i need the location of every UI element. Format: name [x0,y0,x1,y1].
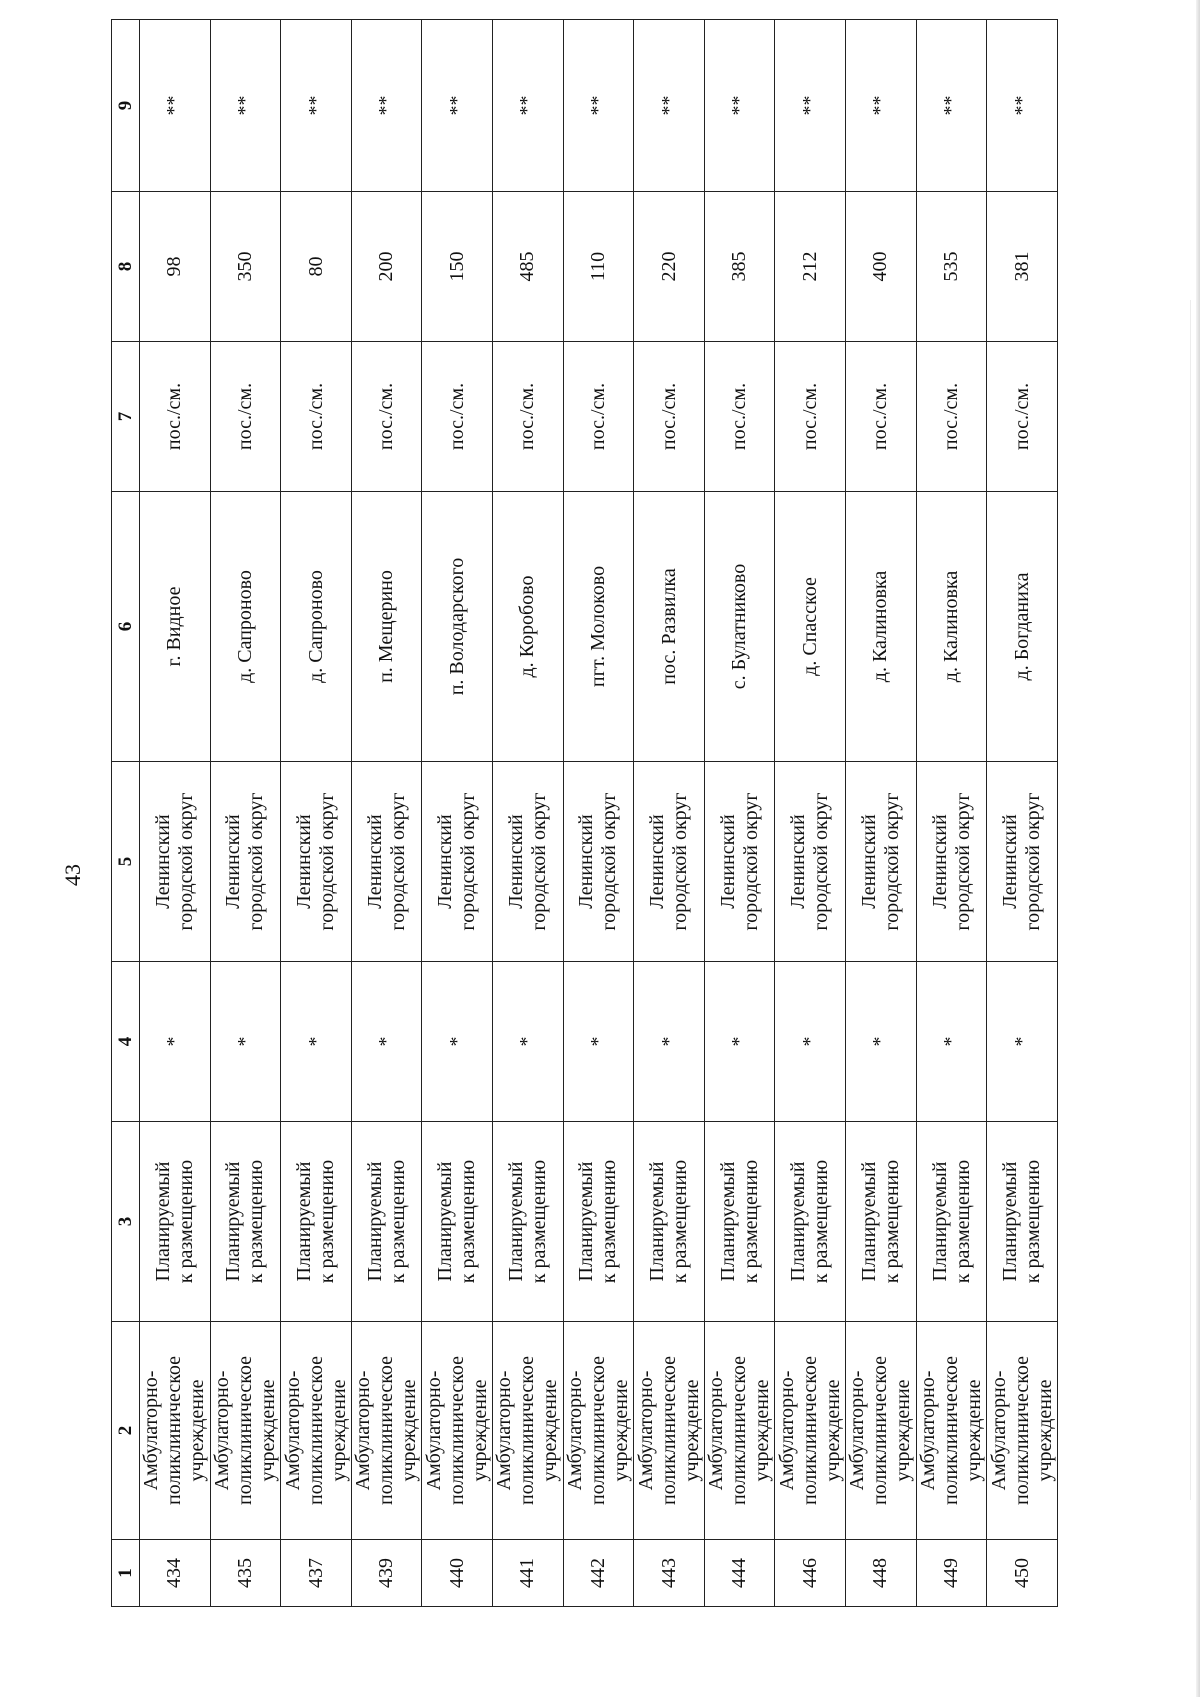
district-cell-line: городской округ [527,792,550,931]
district-cell-line: городской округ [457,792,480,931]
status-cell-line: к размещению [810,1159,833,1284]
facilities-table [111,19,1058,1607]
place-cell: г. Видное [140,492,211,762]
unit-cell: пос./см. [493,342,564,492]
status-cell-line: Планируемый [999,1161,1022,1282]
facility-type-cell-line: поликлиническое [657,1355,680,1506]
row-number-cell: 443 [634,1540,705,1607]
col9-cell: ** [987,20,1058,192]
place-cell: д. Богданиха [987,492,1058,762]
page-number: 43 [60,864,85,886]
status-cell-line: к размещению [669,1159,692,1284]
column-header: 8 [112,192,140,342]
district-cell-line: Ленинский [716,814,739,909]
row-number-cell: 437 [281,1540,352,1607]
status-cell [563,1122,634,1322]
col9-cell: ** [634,20,705,192]
district-cell [493,762,564,962]
facility-type-cell-line: учреждение [186,1379,209,1482]
district-cell-line: Ленинский [646,814,669,909]
column-header: 3 [112,1122,140,1322]
status-cell-line: к размещению [174,1159,197,1284]
district-cell [422,762,493,962]
column-header: 1 [112,1540,140,1607]
row-number-cell: 441 [493,1540,564,1607]
status-cell-line: Планируемый [293,1161,316,1282]
facility-type-cell-line: поликлиническое [1010,1355,1033,1506]
row-number-cell: 434 [140,1540,211,1607]
col4-cell: * [281,962,352,1122]
capacity-cell: 150 [422,192,493,342]
scan-artifact-line [1190,300,1191,1500]
facility-type-cell-line: поликлиническое [304,1355,327,1506]
row-number-cell: 448 [846,1540,917,1607]
facility-type-cell-line: Амбулаторно- [422,1370,445,1491]
status-cell [210,1122,281,1322]
status-cell-line: к размещению [316,1159,339,1284]
table-row [846,20,917,1607]
col4-cell: * [634,962,705,1122]
facility-type-cell [634,1322,705,1540]
status-cell [422,1122,493,1322]
facility-type-cell-line: Амбулаторно- [210,1370,233,1491]
district-cell-line: городской округ [880,792,903,931]
district-cell-line: городской округ [1022,792,1045,931]
unit-cell: пос./см. [140,342,211,492]
header-row [112,20,140,1607]
status-cell-line: к размещению [457,1159,480,1284]
district-cell [140,762,211,962]
facility-type-cell-line: поликлиническое [375,1355,398,1506]
facility-type-cell [422,1322,493,1540]
column-header: 6 [112,492,140,762]
status-cell-line: Планируемый [857,1161,880,1282]
facility-type-cell-line: Амбулаторно- [140,1370,163,1491]
col4-cell: * [775,962,846,1122]
scan-edge-shadow [1196,0,1200,1697]
facility-type-cell-line: учреждение [609,1379,632,1482]
district-cell-line: городской округ [316,792,339,931]
district-cell [210,762,281,962]
facility-type-cell [916,1322,987,1540]
status-cell-line: к размещению [739,1159,762,1284]
facility-type-cell-line: Амбулаторно- [705,1370,728,1491]
col9-cell: ** [563,20,634,192]
district-cell-line: Ленинский [504,814,527,909]
col9-cell: ** [281,20,352,192]
col4-cell: * [140,962,211,1122]
facility-type-cell [563,1322,634,1540]
status-cell-line: Планируемый [575,1161,598,1282]
district-cell-line: городской округ [810,792,833,931]
status-cell-line: к размещению [598,1159,621,1284]
district-cell [634,762,705,962]
table-row [634,20,705,1607]
status-cell-line: к размещению [951,1159,974,1284]
col4-cell: * [916,962,987,1122]
facility-type-cell-line: учреждение [398,1379,421,1482]
capacity-cell: 80 [281,192,352,342]
facility-type-cell-line: поликлиническое [798,1355,821,1506]
capacity-cell: 535 [916,192,987,342]
facility-type-cell-line: поликлиническое [869,1355,892,1506]
status-cell [775,1122,846,1322]
table-row [210,20,281,1607]
col9-cell: ** [846,20,917,192]
district-cell [563,762,634,962]
capacity-cell: 200 [351,192,422,342]
col9-cell: ** [351,20,422,192]
facility-type-cell-line: поликлиническое [233,1355,256,1506]
place-cell: д. Сапроново [210,492,281,762]
district-cell-line: городской округ [739,792,762,931]
row-number-cell: 440 [422,1540,493,1607]
status-cell-line: Планируемый [646,1161,669,1282]
row-number-cell: 442 [563,1540,634,1607]
district-cell [281,762,352,962]
facility-type-cell-line: Амбулаторно- [846,1370,869,1491]
status-cell [634,1122,705,1322]
place-cell: пгт. Молоково [563,492,634,762]
district-cell [704,762,775,962]
status-cell [493,1122,564,1322]
unit-cell: пос./см. [351,342,422,492]
district-cell-line: Ленинский [575,814,598,909]
place-cell: с. Булатниково [704,492,775,762]
district-cell-line: Ленинский [151,814,174,909]
table-row [351,20,422,1607]
col4-cell: * [704,962,775,1122]
col9-cell: ** [493,20,564,192]
status-cell [704,1122,775,1322]
unit-cell: пос./см. [210,342,281,492]
place-cell: п. Володарского [422,492,493,762]
facility-type-cell-line: учреждение [1033,1379,1056,1482]
district-cell-line: Ленинский [363,814,386,909]
row-number-cell: 439 [351,1540,422,1607]
facility-type-cell-line: Амбулаторно- [775,1370,798,1491]
unit-cell: пос./см. [634,342,705,492]
col4-cell: * [210,962,281,1122]
col4-cell: * [351,962,422,1122]
table-row [916,20,987,1607]
district-cell-line: Ленинский [857,814,880,909]
unit-cell: пос./см. [916,342,987,492]
district-cell-line: городской округ [951,792,974,931]
facility-type-cell-line: Амбулаторно- [987,1370,1010,1491]
table-row [140,20,211,1607]
col9-cell: ** [775,20,846,192]
table-row [704,20,775,1607]
capacity-cell: 485 [493,192,564,342]
col4-cell: * [422,962,493,1122]
place-cell: д. Калиновка [846,492,917,762]
facility-type-cell-line: Амбулаторно- [281,1370,304,1491]
status-cell-line: Планируемый [363,1161,386,1282]
status-cell-line: к размещению [386,1159,409,1284]
table-body [140,20,1058,1607]
capacity-cell: 98 [140,192,211,342]
facility-type-cell-line: Амбулаторно- [563,1370,586,1491]
facility-type-cell-line: поликлиническое [445,1355,468,1506]
col9-cell: ** [210,20,281,192]
col9-cell: ** [704,20,775,192]
status-cell-line: к размещению [527,1159,550,1284]
unit-cell: пос./см. [563,342,634,492]
place-cell: д. Калиновка [916,492,987,762]
table-row [987,20,1058,1607]
row-number-cell: 446 [775,1540,846,1607]
column-header: 4 [112,962,140,1122]
district-cell-line: городской округ [245,792,268,931]
capacity-cell: 400 [846,192,917,342]
place-cell: д. Сапроново [281,492,352,762]
facility-type-cell-line: учреждение [468,1379,491,1482]
place-cell: п. Мещерино [351,492,422,762]
facility-type-cell [775,1322,846,1540]
status-cell [987,1122,1058,1322]
facility-type-cell [987,1322,1058,1540]
facility-type-cell [704,1322,775,1540]
district-cell-line: городской округ [386,792,409,931]
facility-type-cell [140,1322,211,1540]
facility-type-cell-line: поликлиническое [940,1355,962,1506]
district-cell [846,762,917,962]
facility-type-cell-line: Амбулаторно- [634,1370,657,1491]
col4-cell: * [846,962,917,1122]
column-header: 2 [112,1322,140,1540]
facility-type-cell-line: учреждение [751,1379,774,1482]
table-row [775,20,846,1607]
capacity-cell: 381 [987,192,1058,342]
unit-cell: пос./см. [775,342,846,492]
status-cell [916,1122,987,1322]
district-cell-line: Ленинский [222,814,245,909]
status-cell-line: Планируемый [928,1161,951,1282]
status-cell-line: Планируемый [787,1161,810,1282]
status-cell-line: к размещению [1022,1159,1045,1284]
facility-type-cell-line: учреждение [327,1379,350,1482]
place-cell: д. Спасское [775,492,846,762]
table-row [281,20,352,1607]
district-cell [775,762,846,962]
status-cell-line: к размещению [245,1159,268,1284]
capacity-cell: 220 [634,192,705,342]
facility-type-cell-line: учреждение [821,1379,844,1482]
status-cell-line: Планируемый [222,1161,245,1282]
district-cell-line: городской округ [174,792,197,931]
district-cell-line: Ленинский [928,814,951,909]
district-cell-line: городской округ [669,792,692,931]
status-cell [846,1122,917,1322]
col9-cell: ** [422,20,493,192]
facility-type-cell [846,1322,917,1540]
status-cell [281,1122,352,1322]
district-cell-line: Ленинский [999,814,1022,909]
facility-type-cell-line: Амбулаторно- [917,1370,939,1491]
status-cell-line: Планируемый [151,1161,174,1282]
col9-cell: ** [140,20,211,192]
col9-cell: ** [916,20,987,192]
facility-type-cell [281,1322,352,1540]
unit-cell: пос./см. [846,342,917,492]
status-cell [140,1122,211,1322]
district-cell-line: Ленинский [434,814,457,909]
capacity-cell: 385 [704,192,775,342]
status-cell-line: к размещению [880,1159,903,1284]
status-cell [351,1122,422,1322]
district-cell-line: городской округ [598,792,621,931]
row-number-cell: 450 [987,1540,1058,1607]
facility-type-cell [351,1322,422,1540]
column-header: 9 [112,20,140,192]
facility-type-cell-line: поликлиническое [163,1355,186,1506]
facility-type-cell-line: учреждение [256,1379,279,1482]
unit-cell: пос./см. [422,342,493,492]
status-cell-line: Планируемый [716,1161,739,1282]
col4-cell: * [987,962,1058,1122]
unit-cell: пос./см. [987,342,1058,492]
status-cell-line: Планируемый [434,1161,457,1282]
place-cell: д. Коробово [493,492,564,762]
facility-type-cell-line: учреждение [680,1379,703,1482]
district-cell [351,762,422,962]
capacity-cell: 350 [210,192,281,342]
facility-type-cell-line: учреждение [892,1379,915,1482]
district-cell [987,762,1058,962]
district-cell-line: Ленинский [787,814,810,909]
facility-type-cell-line: учреждение [539,1379,562,1482]
place-cell: пос. Развилка [634,492,705,762]
unit-cell: пос./см. [281,342,352,492]
facility-type-cell [210,1322,281,1540]
unit-cell: пос./см. [704,342,775,492]
facility-type-cell-line: учреждение [963,1379,985,1482]
table-row [422,20,493,1607]
column-header: 7 [112,342,140,492]
row-number-cell: 449 [916,1540,987,1607]
col4-cell: * [563,962,634,1122]
table-row [493,20,564,1607]
district-cell-line: Ленинский [293,814,316,909]
facility-type-cell [493,1322,564,1540]
row-number-cell: 444 [704,1540,775,1607]
facility-type-cell-line: поликлиническое [728,1355,751,1506]
col4-cell: * [493,962,564,1122]
status-cell-line: Планируемый [504,1161,527,1282]
district-cell [916,762,987,962]
facility-type-cell-line: поликлиническое [586,1355,609,1506]
rotated-table-wrapper [111,20,1058,1607]
capacity-cell: 212 [775,192,846,342]
table-row [563,20,634,1607]
column-header: 5 [112,762,140,962]
facility-type-cell-line: поликлиническое [516,1355,539,1506]
facility-type-cell-line: Амбулаторно- [352,1370,375,1491]
capacity-cell: 110 [563,192,634,342]
row-number-cell: 435 [210,1540,281,1607]
facility-type-cell-line: Амбулаторно- [493,1370,516,1491]
